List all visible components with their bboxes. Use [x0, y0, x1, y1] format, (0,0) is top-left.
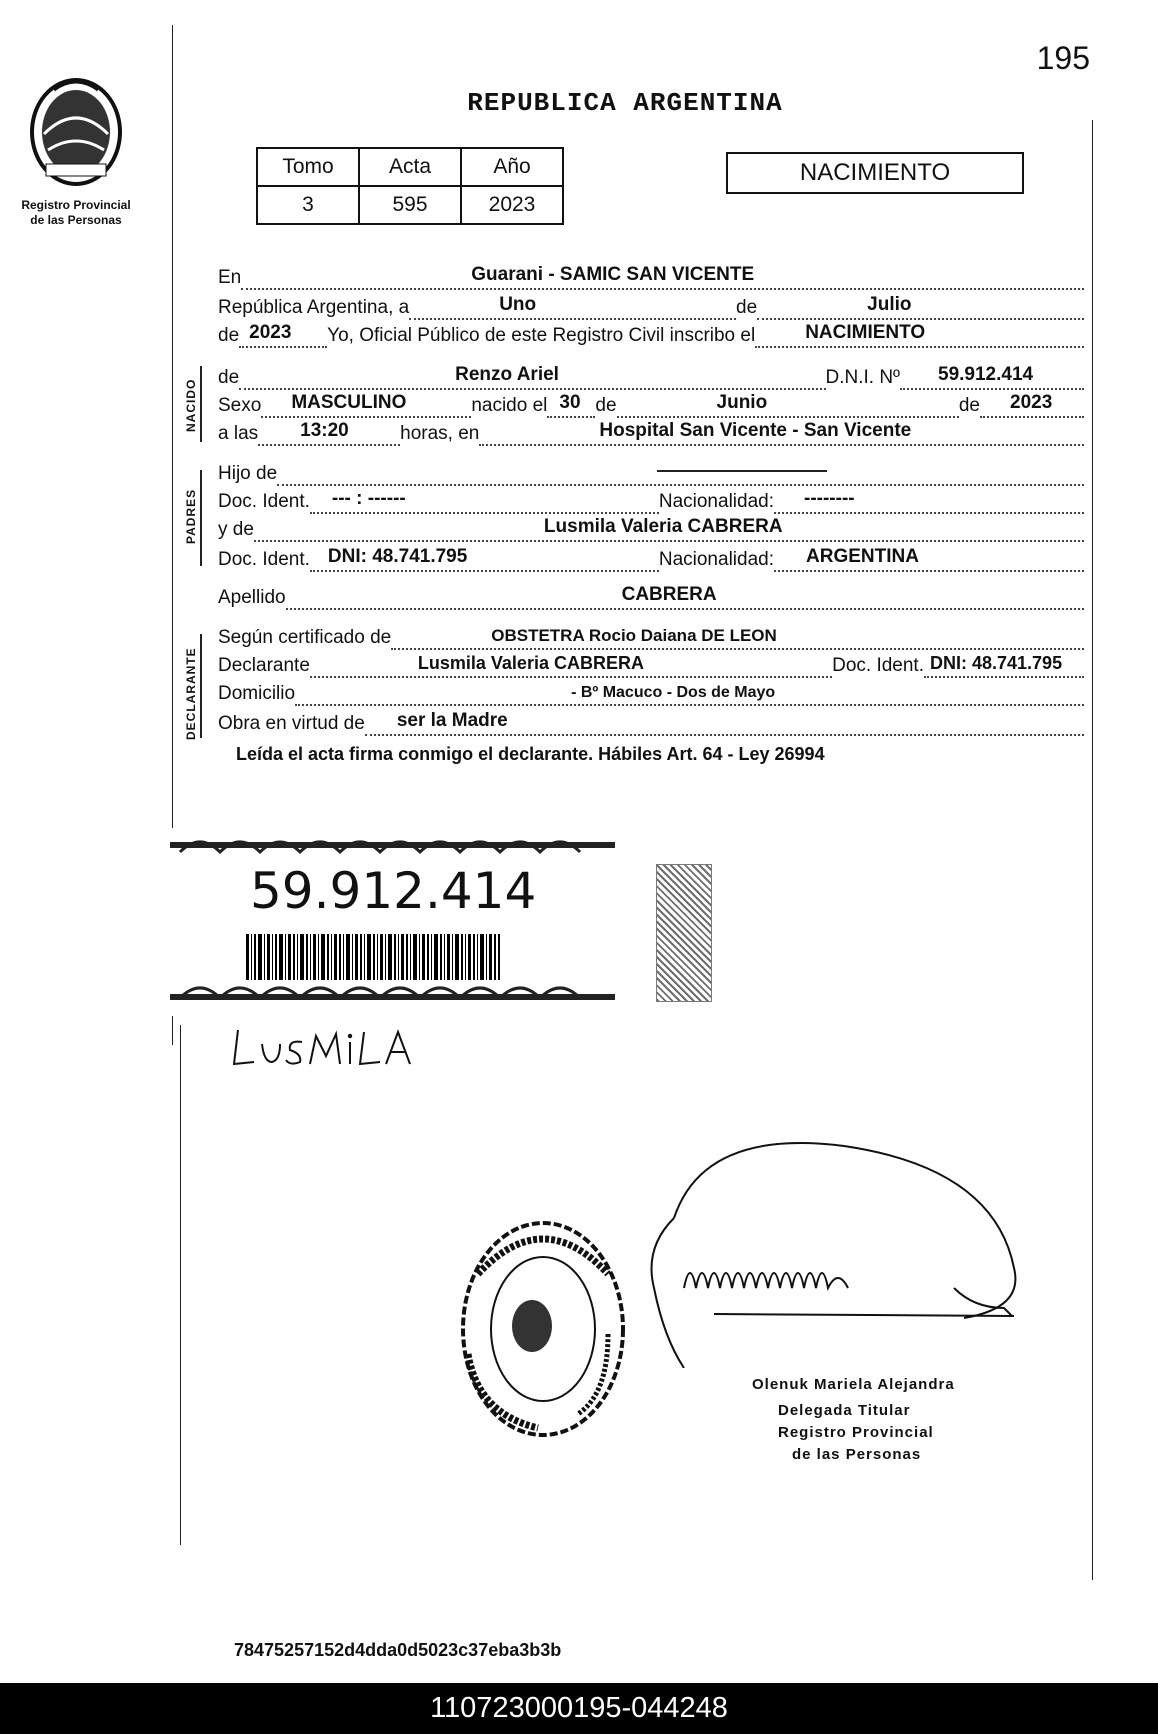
- row-declarante: [218, 650, 1084, 678]
- birth-month-value: Junio: [716, 392, 768, 413]
- header-tomo: Tomo: [257, 148, 359, 186]
- alas-label: a las: [218, 423, 259, 444]
- nac1-value: --------: [804, 488, 855, 509]
- document-title: REPUBLICA ARGENTINA: [467, 88, 783, 118]
- barcode: [246, 934, 500, 980]
- de4-label: de: [595, 395, 617, 416]
- sexo-label: Sexo: [218, 395, 262, 416]
- handwritten-name: [232, 1026, 442, 1070]
- en-label: En: [218, 267, 242, 288]
- nac1-label: Nacionalidad:: [658, 491, 774, 512]
- signer-name: Olenuk Mariela Alejandra: [752, 1376, 955, 1393]
- declarante-bar: [200, 634, 202, 738]
- decl-doc-value: DNI: 48.741.795: [930, 653, 1063, 673]
- row-en: [218, 262, 1084, 290]
- logo-caption-line1: Registro Provincial: [21, 198, 131, 212]
- id-label-sticker: [170, 828, 615, 1016]
- row-nombre: [218, 362, 1084, 390]
- padres-bar: [200, 470, 202, 566]
- name-value: Renzo Ariel: [455, 364, 559, 385]
- de3-label: de: [218, 367, 240, 388]
- value-acta: 595: [359, 186, 461, 224]
- logo-caption: [0, 198, 152, 228]
- apellido-label: Apellido: [218, 587, 286, 608]
- row-fecha: [218, 292, 1084, 320]
- record-type-box: NACIMIENTO: [726, 152, 1024, 194]
- inscribo-value: NACIMIENTO: [805, 322, 926, 343]
- yde-label: y de: [218, 519, 254, 540]
- de2-label: de: [218, 325, 240, 346]
- domicilio-value: - Bº Macuco - Dos de Mayo: [571, 684, 776, 701]
- nac2-value: ARGENTINA: [806, 546, 919, 567]
- id-number: 59.912.414: [250, 862, 537, 920]
- signer-role: Delegada Titular: [778, 1402, 911, 1419]
- header-acta: Acta: [359, 148, 461, 186]
- row-hijo: [218, 458, 1084, 486]
- right-margin-line: [1092, 120, 1093, 1580]
- year-value: 2023: [249, 322, 292, 343]
- row-obra: [218, 708, 1084, 736]
- day-value: Uno: [499, 294, 537, 315]
- row-sexo: [218, 390, 1084, 418]
- padres-label: PADRES: [184, 488, 198, 544]
- legal-text: Leída el acta firma conmigo el declarante. Hábiles Art. 64 - Ley 26994: [236, 744, 825, 764]
- mother-value: Lusmila Valeria CABRERA: [543, 516, 783, 537]
- cert-value: OBSTETRA Rocio Daiana DE LEON: [491, 626, 777, 645]
- republica-label: República Argentina, a: [218, 297, 410, 318]
- cert-label: Según certificado de: [218, 627, 392, 648]
- row-certificado: [218, 622, 1084, 650]
- decl-value: Lusmila Valeria CABRERA: [417, 653, 644, 673]
- record-reference-table: [256, 147, 564, 225]
- doc2-value: DNI: 48.741.795: [327, 546, 468, 567]
- horas-label: horas, en: [400, 423, 480, 444]
- header-anio: Año: [461, 148, 563, 186]
- doc1-label: Doc. Ident.: [218, 491, 310, 512]
- time-value: 13:20: [300, 420, 349, 441]
- row-inscribo: [218, 320, 1084, 348]
- nacido-bar: [200, 366, 202, 442]
- security-hologram: [656, 864, 712, 1002]
- signer-org2: de las Personas: [792, 1446, 922, 1463]
- de5-label: de: [958, 395, 980, 416]
- birth-year-value: 2023: [1010, 392, 1053, 413]
- row-madre: [218, 514, 1084, 542]
- hijo-label: Hijo de: [218, 463, 278, 484]
- document-hash: 78475257152d4dda0d5023c37eba3b3b: [234, 1640, 562, 1660]
- row-domicilio: [218, 678, 1084, 706]
- de-label: de: [736, 297, 758, 318]
- page-number: 195: [1036, 40, 1090, 76]
- nacido-label: NACIDO: [184, 378, 198, 432]
- logo-caption-line2: de las Personas: [30, 213, 122, 227]
- doc1-value: --- : ------: [331, 488, 406, 509]
- signer-block: [778, 1400, 934, 1466]
- row-hora: [218, 418, 1084, 446]
- signer-org1: Registro Provincial: [778, 1424, 934, 1441]
- en-value: Guarani - SAMIC SAN VICENTE: [471, 264, 755, 285]
- footer-code: 110723000195-044248: [0, 1683, 1158, 1734]
- value-tomo: 3: [257, 186, 359, 224]
- nac2-label: Nacionalidad:: [658, 549, 774, 570]
- dni-label: D.N.I. Nº: [825, 367, 900, 388]
- left-margin-line-lower: [180, 1025, 181, 1545]
- domicilio-label: Domicilio: [218, 683, 296, 704]
- birth-day-value: 30: [559, 392, 581, 413]
- declarante-label: DECLARANTE: [184, 647, 198, 740]
- decl-doc-label: Doc. Ident.: [832, 655, 924, 676]
- doc2-label: Doc. Ident.: [218, 549, 310, 570]
- inscribo-label: Yo, Oficial Público de este Registro Civil inscribo el: [327, 325, 756, 346]
- apellido-value: CABRERA: [621, 584, 717, 605]
- row-doc1: [218, 486, 1084, 514]
- sexo-value: MASCULINO: [291, 392, 407, 413]
- place-value: Hospital San Vicente - San Vicente: [599, 420, 912, 441]
- dni-value: 59.912.414: [938, 364, 1034, 385]
- crossed-out-line: [657, 470, 827, 472]
- obra-label: Obra en virtud de: [218, 713, 365, 734]
- obra-value: ser la Madre: [396, 710, 508, 731]
- value-anio: 2023: [461, 186, 563, 224]
- decl-label: Declarante: [218, 655, 310, 676]
- row-apellido: [218, 582, 1084, 610]
- nacido-el-label: nacido el: [471, 395, 548, 416]
- signature: [634, 1138, 1034, 1368]
- month-value: Julio: [867, 294, 912, 315]
- row-doc2: [218, 544, 1084, 572]
- official-stamp: [458, 1214, 628, 1444]
